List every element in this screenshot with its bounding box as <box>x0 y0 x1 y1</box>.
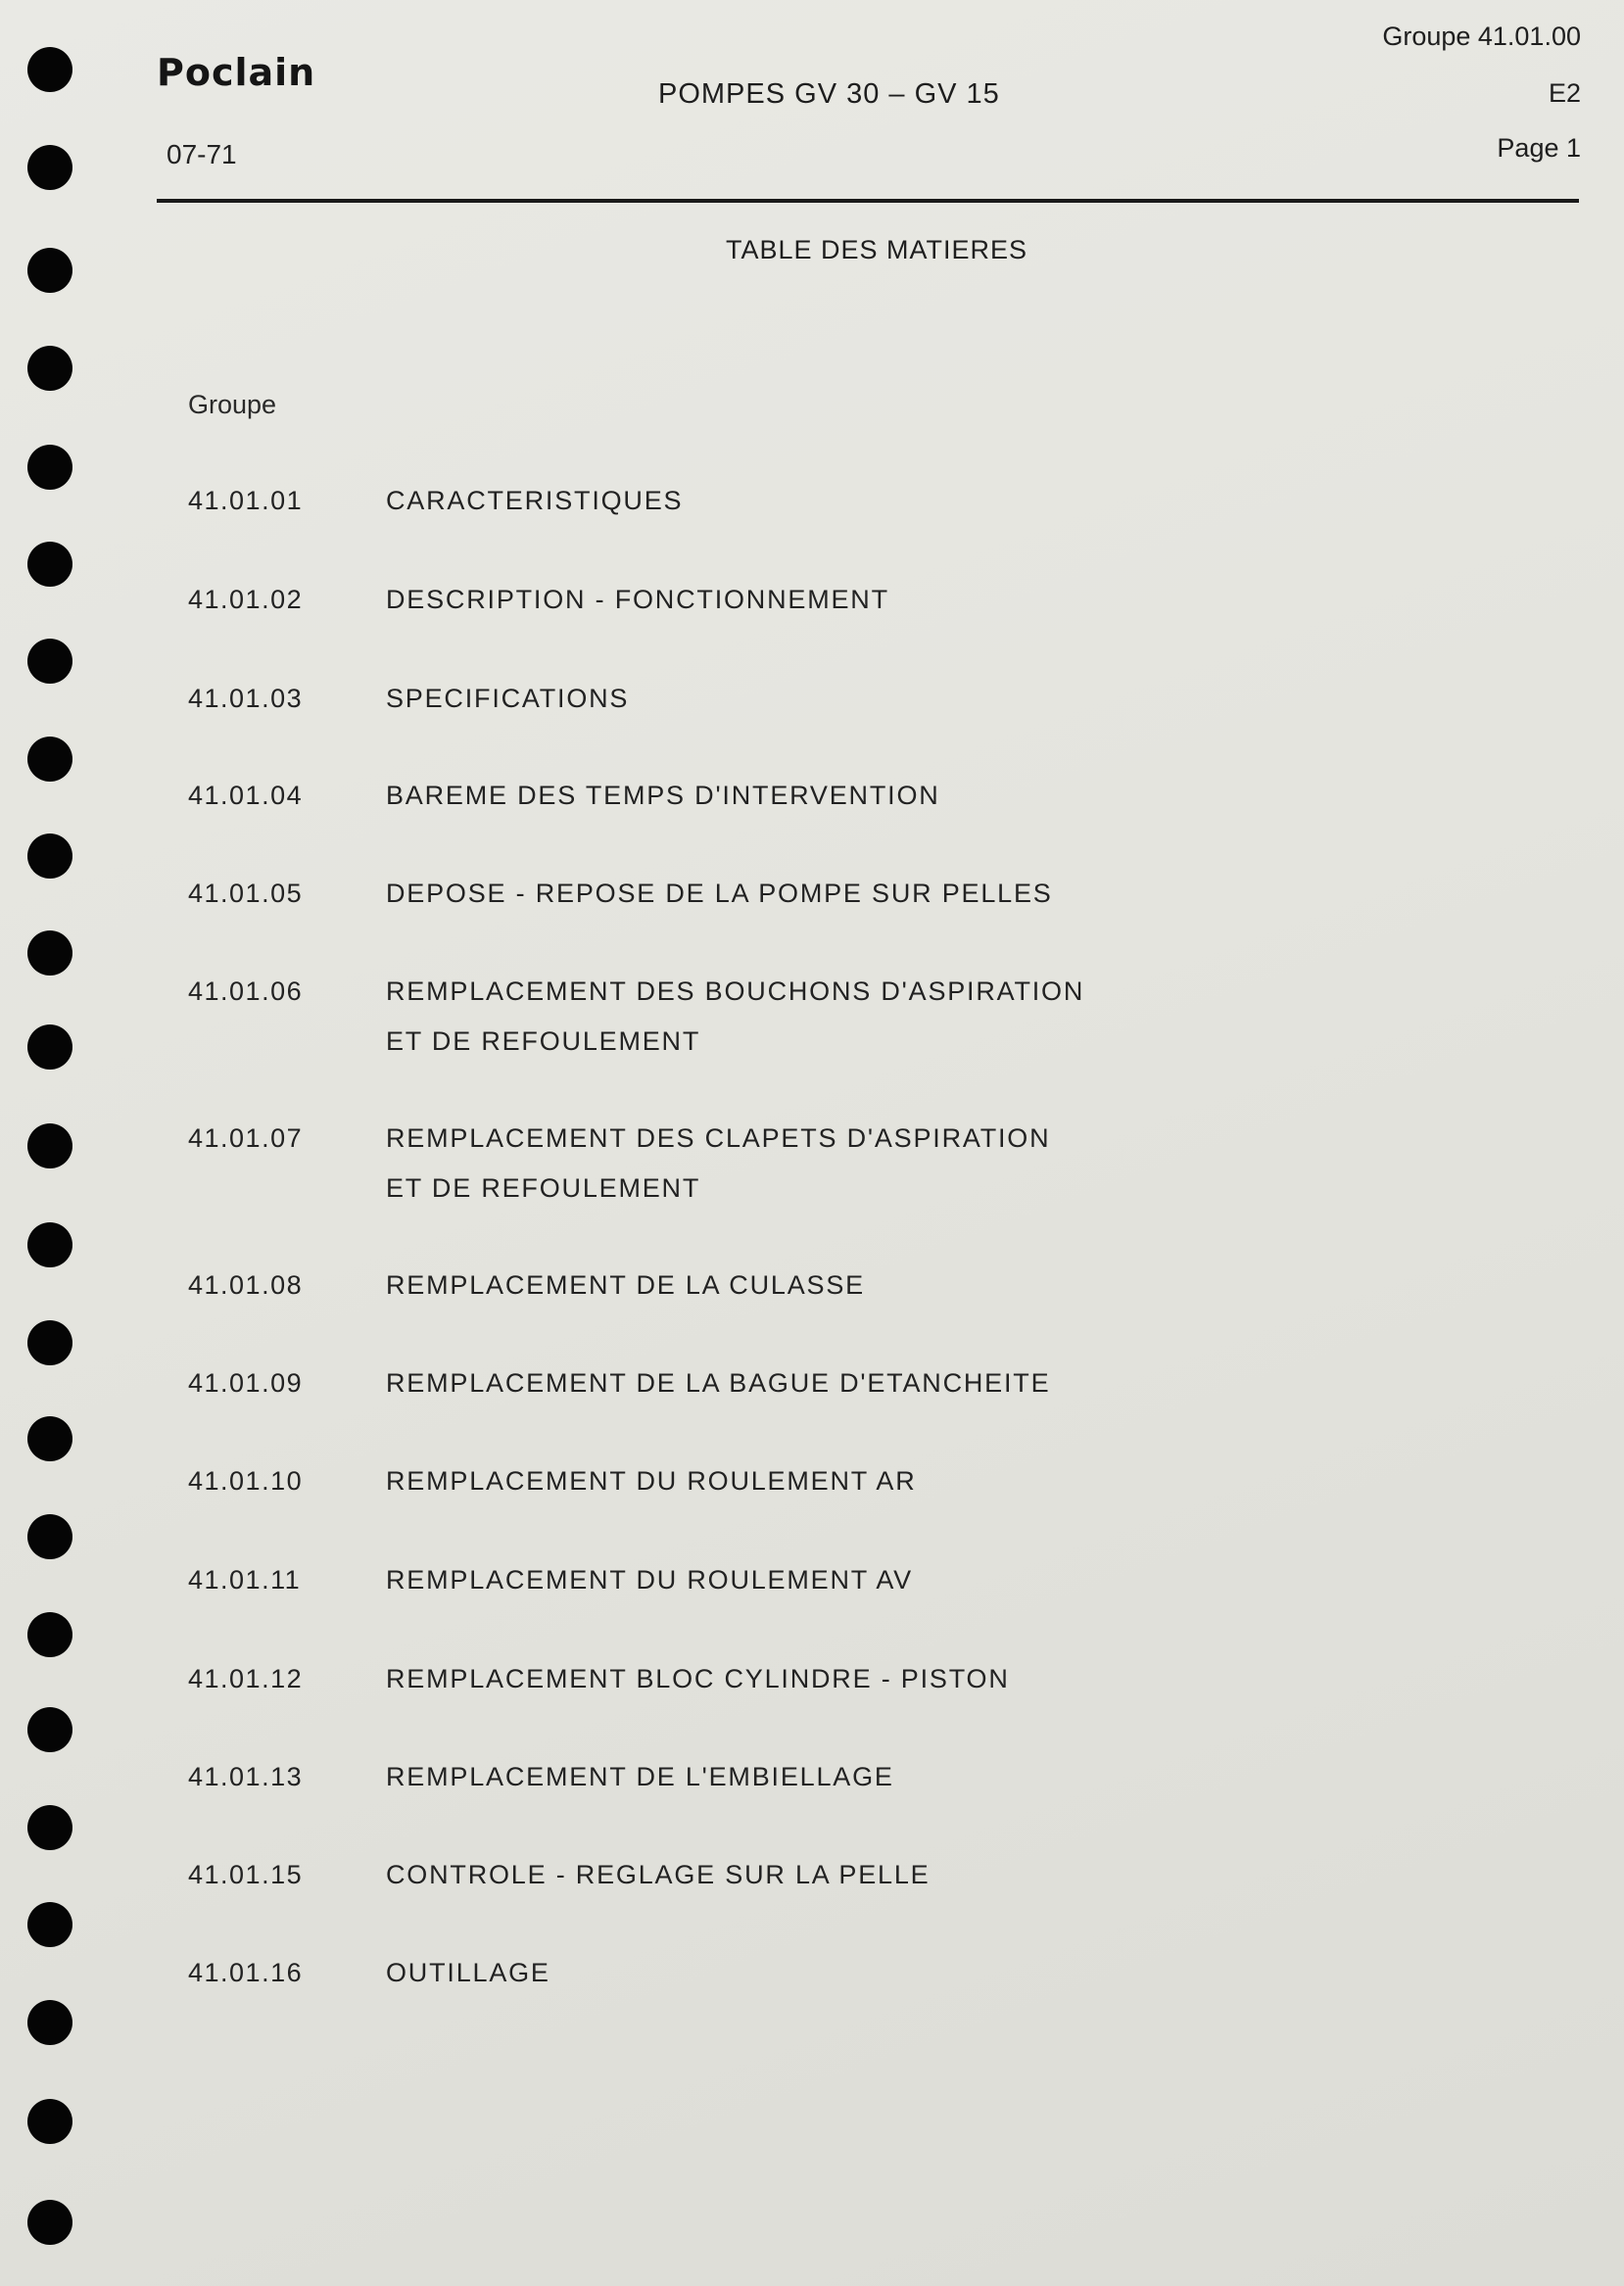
document-title: POMPES GV 30 – GV 15 <box>658 78 1000 110</box>
toc-entry-title: CONTROLE - REGLAGE SUR LA PELLE <box>386 1860 931 1889</box>
punch-hole <box>27 1024 72 1070</box>
toc-entry-code: 41.01.07 <box>188 1123 304 1153</box>
toc-entry-title: REMPLACEMENT BLOC CYLINDRE - PISTON <box>386 1664 1010 1693</box>
document-date: 07-71 <box>167 139 237 169</box>
toc-entry-code: 41.01.06 <box>188 976 304 1006</box>
toc-entry-code: 41.01.16 <box>188 1958 304 1987</box>
toc-entry-title: BAREME DES TEMPS D'INTERVENTION <box>386 781 940 810</box>
punch-hole <box>27 930 72 976</box>
punch-hole <box>27 2000 72 2045</box>
header-divider <box>157 199 1579 203</box>
page-number: Page 1 <box>1497 133 1581 163</box>
punch-hole <box>27 2099 72 2144</box>
punch-hole <box>27 1514 72 1559</box>
punch-hole <box>27 346 72 391</box>
punch-hole <box>27 833 72 879</box>
toc-entry-title: DEPOSE - REPOSE DE LA POMPE SUR PELLES <box>386 879 1053 908</box>
punch-hole <box>27 47 72 92</box>
toc-entry-title: REMPLACEMENT DE L'EMBIELLAGE <box>386 1762 894 1791</box>
toc-heading: TABLE DES MATIERES <box>725 235 1028 264</box>
punch-hole <box>27 445 72 490</box>
toc-entry-code: 41.01.12 <box>188 1664 304 1693</box>
punch-hole <box>27 1707 72 1752</box>
toc-entry-code: 41.01.09 <box>188 1368 304 1398</box>
toc-entry-title: CARACTERISTIQUES <box>386 486 684 515</box>
binder-punch-holes <box>0 0 108 2286</box>
punch-hole <box>27 2200 72 2245</box>
punch-hole <box>27 145 72 190</box>
toc-entry-code: 41.01.01 <box>188 486 304 515</box>
toc-entry-code: 41.01.11 <box>188 1565 302 1595</box>
toc-column-header: Groupe <box>188 390 277 419</box>
toc-entry-title: REMPLACEMENT DE LA CULASSE <box>386 1270 865 1300</box>
punch-hole <box>27 1612 72 1657</box>
edition-code: E2 <box>1548 78 1581 108</box>
punch-hole <box>27 1805 72 1850</box>
toc-entry-title: DESCRIPTION - FONCTIONNEMENT <box>386 585 889 614</box>
toc-entry-title: REMPLACEMENT DES CLAPETS D'ASPIRATION ET DE REFOULEMENT <box>386 1123 1051 1203</box>
toc-entry-code: 41.01.13 <box>188 1762 304 1791</box>
toc-entry-code: 41.01.05 <box>188 879 304 908</box>
toc-entry-code: 41.01.15 <box>188 1860 304 1889</box>
punch-hole <box>27 1416 72 1461</box>
punch-hole <box>27 737 72 782</box>
group-reference: Groupe 41.01.00 <box>1382 22 1581 51</box>
punch-hole <box>27 1320 72 1365</box>
punch-hole <box>27 1902 72 1947</box>
toc-entry-title: REMPLACEMENT DU ROULEMENT AV <box>386 1565 913 1595</box>
toc-entry-code: 41.01.10 <box>188 1466 304 1496</box>
toc-entry-title: SPECIFICATIONS <box>386 684 630 713</box>
punch-hole <box>27 1222 72 1267</box>
toc-entry-code: 41.01.04 <box>188 781 304 810</box>
poclain-logo: Poclain <box>157 51 316 94</box>
punch-hole <box>27 542 72 587</box>
toc-entry-title: REMPLACEMENT DU ROULEMENT AR <box>386 1466 917 1496</box>
toc-entry-code: 41.01.02 <box>188 585 304 614</box>
toc-entry-code: 41.01.08 <box>188 1270 304 1300</box>
toc-entry-code: 41.01.03 <box>188 684 304 713</box>
punch-hole <box>27 1123 72 1168</box>
toc-entry-title: REMPLACEMENT DE LA BAGUE D'ETANCHEITE <box>386 1368 1051 1398</box>
toc-entry-title: OUTILLAGE <box>386 1958 550 1987</box>
punch-hole <box>27 639 72 684</box>
toc-entry-title: REMPLACEMENT DES BOUCHONS D'ASPIRATION ET DE REFOULEMENT <box>386 976 1085 1056</box>
